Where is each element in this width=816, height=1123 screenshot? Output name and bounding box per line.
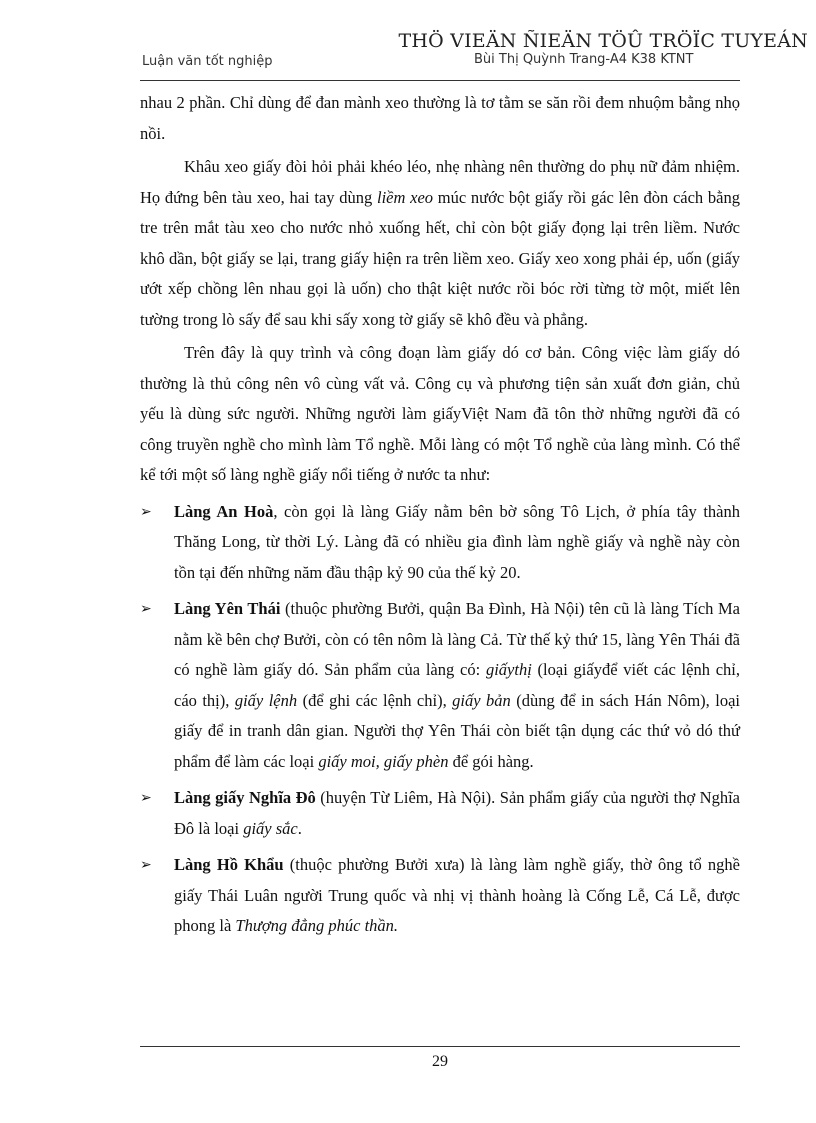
text-run: (để ghi các lệnh chỉ),	[297, 690, 453, 710]
page-number: 29	[432, 1053, 448, 1070]
village-name: Làng An Hoà	[174, 501, 274, 521]
text-run: Khâu xeo giấy đòi hỏi phải khéo léo, nhẹ nhàng nên thường do phụ nữ đảm nhiệm. Họ đứng bên tàu xeo, hai tay dùng	[140, 157, 740, 207]
footer-rule	[140, 1046, 740, 1047]
italic-term: Thượng đẳng phúc thần.	[235, 916, 399, 935]
list-item	[140, 783, 740, 844]
village-name: Làng Yên Thái	[174, 599, 281, 618]
arrow-bullet-icon: ➢	[140, 503, 152, 520]
italic-term: giấy lệnh	[234, 690, 298, 710]
text-run: (dùng để in sách Hán Nôm), loại giấy để in tranh dân gian. Người thợ Yên Thái còn biết tận dụng các thứ vỏ dó thứ phẩm để làm các loại	[174, 690, 740, 771]
arrow-bullet-icon: ➢	[140, 790, 152, 806]
arrow-bullet-icon: ➢	[140, 601, 152, 617]
paragraph: nhau 2 phần. Chỉ dùng để đan mành xeo thường là tơ tằm se săn rồi đem nhuộm bằng nhọ nồi.	[140, 93, 740, 143]
list-item-text	[174, 850, 740, 942]
italic-term: giấythị	[485, 660, 532, 679]
italic-term: giấy sắc	[243, 818, 298, 838]
italic-term: giấy bản	[452, 690, 511, 710]
list-item	[140, 850, 740, 942]
list-item-text	[174, 783, 740, 844]
text-run: (thuộc phường Bưởi, quận Ba Đình, Hà Nội) tên cũ là làng Tích Ma nằm kề bên chợ Bưởi, còn có tên nôm là làng Cả. Từ thế kỷ thứ 15, làng Yên Thái đã có nghề làm giấy dó. Sản phẩm của làng có:	[174, 599, 740, 679]
text-run: (thuộc phường Bưởi xưa) là làng làm nghề giấy, thờ ông tổ nghề giấy Thái Luân người Trung quốc và nhị vị thành hoàng là Cống Lễ, Cá Lễ, được phong là	[174, 855, 740, 935]
list-item	[140, 497, 740, 589]
header-left: Luận văn tốt nghiệp	[142, 54, 273, 69]
text-run: (huyện Từ Liêm, Hà Nội). Sản phẩm giấy của người thợ Nghĩa Đô là loại	[174, 788, 740, 838]
paragraph: Trên đây là quy trình và công đoạn làm giấy dó cơ bản. Công việc làm giấy dó thường là thủ công nên vô cùng vất vả. Công cụ và phương tiện sản xuất đơn giản, chủ yếu là dùng sức người. Những người làm giấyViệt Nam đã tôn thờ những người đã có công truyền nghề cho mình làm Tổ nghề. Mỗi làng có một Tổ nghề của làng mình. Có thể kể tới một số làng nghề giấy nổi tiếng ở nước ta như:	[140, 343, 740, 484]
text-run: , còn gọi là làng Giấy nằm bên bờ sông Tô Lịch, ở phía tây thành Thăng Long, từ thời Lý. Làng đã có nhiều gia đình làm nghề giấy và nghề này còn tồn tại đến những năm đầu thập kỷ 90 của thế kỷ 20.	[174, 501, 741, 582]
header-rule	[140, 80, 740, 81]
village-name: Làng Hồ Khẩu	[174, 855, 284, 874]
italic-term: liềm xeo	[377, 187, 434, 207]
list-item	[140, 594, 740, 777]
text-run: để gói hàng.	[448, 751, 534, 771]
village-name: Làng giấy Nghĩa Đô	[174, 788, 316, 807]
text-run: múc nước bột giấy rồi gác lên đòn cách bằng tre trên mắt tàu xeo cho nước nhỏ xuống hết, chỉ còn bột giấy đọng lại trên liềm. Nước khô dần, bột giấy se lại, trang giấy hiện ra trên liềm xeo. Giấy xeo xong phải ép, uốn (giấy ướt xếp chồng lên nhau gọi là uốn) cho thật kiệt nước rồi bóc rời từng tờ một, miết lên tường trong lò sấy để sau khi sấy xong tờ giấy sẽ khô đều và phẳng.	[140, 187, 740, 329]
page-body	[140, 88, 740, 942]
text-run: (loại giấyđể viết các lệnh chỉ, cáo thị),	[174, 660, 740, 710]
arrow-bullet-icon: ➢	[140, 857, 152, 873]
list-item-text	[174, 497, 740, 589]
watermark-text: THÖ VIEÄN ÑIEÄN TÖÛ TRÖÏC TUYEÁN	[398, 30, 808, 52]
text-run: .	[297, 818, 302, 838]
list-item-text	[174, 594, 740, 777]
italic-term: giấy moi, giấy phèn	[318, 751, 449, 771]
header-right: Bùi Thị Quỳnh Trang-A4 K38 KTNT	[474, 52, 694, 67]
paragraph	[140, 152, 740, 335]
